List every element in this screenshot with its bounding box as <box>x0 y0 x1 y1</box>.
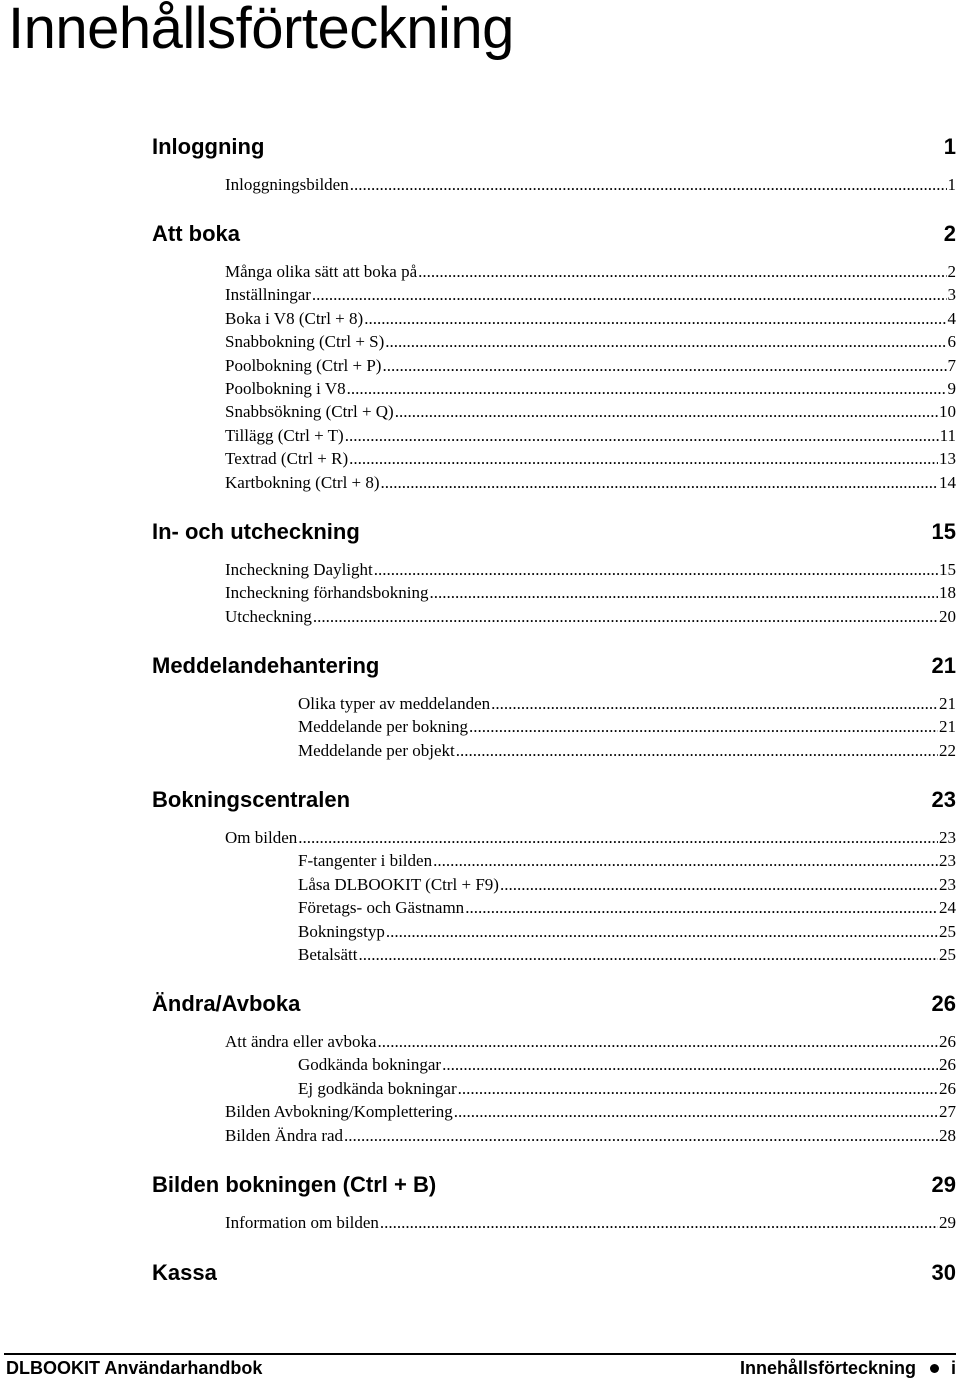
toc-entry-title: Kartbokning (Ctrl + 8) <box>225 472 380 492</box>
toc-entry-page: 9 <box>947 379 956 398</box>
toc-entry[interactable] <box>298 740 956 762</box>
toc-entry-page: 14 <box>939 472 956 492</box>
toc-entry[interactable] <box>225 1212 956 1234</box>
toc-entry[interactable] <box>225 472 956 494</box>
toc-heading[interactable] <box>152 1172 956 1198</box>
toc-entry[interactable] <box>225 308 956 330</box>
toc-entry-page: 26 <box>939 1055 956 1075</box>
footer-section-title: Innehållsförteckning <box>739 1357 916 1378</box>
toc-entry[interactable] <box>298 921 956 943</box>
toc-entry-title: Betalsätt <box>298 945 358 964</box>
toc-entry-title: Bilden Ändra rad <box>225 1125 344 1145</box>
toc-heading-title: Att boka <box>152 221 240 246</box>
toc-entry-title: Bokningstyp <box>298 921 385 941</box>
toc-heading-title: Inloggning <box>152 134 265 159</box>
toc-entry[interactable] <box>225 582 956 604</box>
toc-entry-page: 3 <box>947 285 956 305</box>
toc-heading-title: Meddelandehantering <box>152 653 380 678</box>
toc-entry-page: 29 <box>939 1213 956 1232</box>
dot-leader <box>469 716 938 738</box>
toc-entry-page: 26 <box>939 1032 956 1051</box>
toc-entry-title: Information om bilden <box>225 1213 379 1232</box>
dot-leader <box>395 401 938 423</box>
toc-heading-page: 15 <box>931 519 956 544</box>
toc-entry-page: 13 <box>939 449 956 469</box>
toc-entry[interactable] <box>225 606 956 628</box>
toc-entry-page: 10 <box>939 402 956 422</box>
dot-leader <box>347 378 947 400</box>
toc-entry-page: 28 <box>939 1125 956 1145</box>
toc-entry[interactable] <box>298 693 956 715</box>
toc-heading-title: Bilden bokningen (Ctrl + B) <box>152 1172 437 1197</box>
toc-entry-title: Snabbsökning (Ctrl + Q) <box>225 402 394 422</box>
dot-leader <box>298 827 938 849</box>
page-title: Innehållsförteckning <box>8 0 514 61</box>
toc-entry[interactable] <box>225 448 956 470</box>
dot-leader <box>454 1101 938 1123</box>
toc-heading-title: Kassa <box>152 1260 217 1285</box>
dot-leader <box>364 308 946 330</box>
footer-book-title: DLBOOKIT Användarhandbok <box>6 1357 263 1378</box>
toc-heading[interactable] <box>152 653 956 679</box>
toc-entry-title: Textrad (Ctrl + R) <box>225 449 349 469</box>
toc-entry-title: Olika typer av meddelanden <box>298 694 491 713</box>
toc-entry-title: Utcheckning <box>225 606 312 626</box>
toc-entry[interactable] <box>225 1101 956 1123</box>
toc-entry-page: 15 <box>939 560 956 579</box>
toc-entry-page: 25 <box>939 921 956 941</box>
toc-entry[interactable] <box>225 174 956 196</box>
dot-leader <box>500 874 938 896</box>
toc-entry[interactable] <box>298 944 956 966</box>
dot-leader <box>350 174 947 196</box>
dot-leader <box>433 850 938 872</box>
toc-entry[interactable] <box>298 874 956 896</box>
toc-entry-title: Poolbokning i V8 <box>225 379 346 398</box>
toc-entry-page: 22 <box>939 740 956 760</box>
dot-leader <box>491 693 938 715</box>
toc-entry-page: 25 <box>939 945 956 964</box>
toc-entry-page: 6 <box>947 332 956 352</box>
toc-entry-title: Poolbokning (Ctrl + P) <box>225 355 382 375</box>
toc-entry-page: 23 <box>939 828 956 847</box>
toc-entry-title: Snabbokning (Ctrl + S) <box>225 332 385 352</box>
toc-entry-title: Ej godkända bokningar <box>298 1078 457 1098</box>
toc-heading[interactable] <box>152 991 956 1017</box>
toc-entry-title: Företags- och Gästnamn <box>298 898 465 918</box>
toc-entry-title: Om bilden <box>225 828 298 847</box>
toc-entry-title: Tillägg (Ctrl + T) <box>225 425 344 445</box>
toc-entry[interactable] <box>225 1031 956 1053</box>
toc-entry-title: Incheckning Daylight <box>225 560 373 579</box>
toc-heading-page: 29 <box>931 1172 956 1197</box>
toc-entry-page: 20 <box>939 606 956 626</box>
dot-leader <box>418 261 946 283</box>
toc-entry[interactable] <box>225 355 956 377</box>
toc-entry[interactable] <box>225 1125 956 1147</box>
toc-entry-title: Bilden Avbokning/Komplettering <box>225 1102 453 1122</box>
toc-heading[interactable] <box>152 134 956 160</box>
toc-heading-page: 30 <box>931 1260 956 1285</box>
dot-leader <box>429 582 938 604</box>
toc-heading[interactable] <box>152 519 956 545</box>
toc-entry-page: 4 <box>947 308 956 328</box>
toc-entry[interactable] <box>225 401 956 423</box>
toc-entry-page: 26 <box>939 1078 956 1098</box>
toc-entry[interactable] <box>298 897 956 919</box>
dot-leader <box>456 740 938 762</box>
toc-entry[interactable] <box>225 261 956 283</box>
footer-right <box>740 1358 956 1379</box>
toc-entry[interactable] <box>225 425 956 447</box>
toc-entry-page: 18 <box>939 583 956 603</box>
toc-heading[interactable] <box>152 787 956 813</box>
toc-entry-page: 1 <box>947 175 956 194</box>
page-footer <box>6 1356 956 1380</box>
dot-leader <box>465 897 938 919</box>
dot-leader <box>380 1212 938 1234</box>
toc-entry-page: 23 <box>939 851 956 871</box>
toc-entry-title: Godkända bokningar <box>298 1055 442 1075</box>
toc-heading-page: 1 <box>943 134 956 159</box>
dot-leader <box>345 425 939 447</box>
dot-leader <box>386 921 938 943</box>
toc-entry[interactable] <box>225 331 956 353</box>
toc-entry-title: Boka i V8 (Ctrl + 8) <box>225 308 364 328</box>
toc-entry-page: 21 <box>939 717 956 737</box>
toc-entry-title: Inloggningsbilden <box>225 175 349 194</box>
toc-entry-page: 23 <box>939 874 956 894</box>
toc-heading-page: 21 <box>931 653 956 678</box>
toc-entry-title: Att ändra eller avboka <box>225 1032 377 1051</box>
toc-entry-title: Incheckning förhandsbokning <box>225 583 429 603</box>
toc-entry-page: 2 <box>947 262 956 281</box>
toc-entry[interactable] <box>298 716 956 738</box>
dot-leader <box>381 472 938 494</box>
toc-heading-title: Ändra/Avboka <box>152 991 301 1016</box>
dot-leader <box>349 448 938 470</box>
dot-leader <box>458 1078 938 1100</box>
toc-entry-page: 11 <box>939 425 956 445</box>
dot-leader <box>385 331 946 353</box>
toc-entry[interactable] <box>298 1078 956 1100</box>
toc-entry[interactable] <box>225 827 956 849</box>
toc-heading-page: 2 <box>943 221 956 246</box>
dot-leader <box>382 355 946 377</box>
toc-entry-title: Meddelande per objekt <box>298 740 455 760</box>
toc-heading[interactable] <box>152 221 956 247</box>
toc-entry-page: 27 <box>939 1102 956 1122</box>
dot-leader <box>313 606 938 628</box>
dot-leader <box>442 1054 938 1076</box>
toc-heading-page: 23 <box>931 787 956 812</box>
footer-page-number: i <box>950 1357 956 1378</box>
toc-entry[interactable] <box>298 850 956 872</box>
toc-entry-title: F-tangenter i bilden <box>298 851 433 871</box>
toc-entry-page: 21 <box>939 694 956 713</box>
toc-entry-title: Meddelande per bokning <box>298 717 468 737</box>
toc-entry-page: 7 <box>947 355 956 375</box>
toc-entry[interactable] <box>225 378 956 400</box>
toc-heading-title: In- och utcheckning <box>152 519 360 544</box>
dot-leader <box>374 559 938 581</box>
toc-entry[interactable] <box>298 1054 956 1076</box>
toc-heading-title: Bokningscentralen <box>152 787 351 812</box>
dot-leader <box>378 1031 938 1053</box>
toc-entry-page: 24 <box>939 898 956 918</box>
toc-entry-title: Låsa DLBOOKIT (Ctrl + F9) <box>298 874 499 894</box>
toc-heading-page: 26 <box>931 991 956 1016</box>
dot-leader <box>358 944 938 966</box>
dot-leader <box>344 1125 938 1147</box>
toc-entry[interactable] <box>225 559 956 581</box>
dot-leader <box>312 284 947 306</box>
toc-entry[interactable] <box>225 284 956 306</box>
toc-heading[interactable] <box>152 1260 956 1286</box>
toc-entry-title: Inställningar <box>225 285 311 305</box>
toc-entry-title: Många olika sätt att boka på <box>225 262 418 281</box>
bullet-icon <box>930 1364 939 1373</box>
footer-divider <box>4 1353 956 1355</box>
